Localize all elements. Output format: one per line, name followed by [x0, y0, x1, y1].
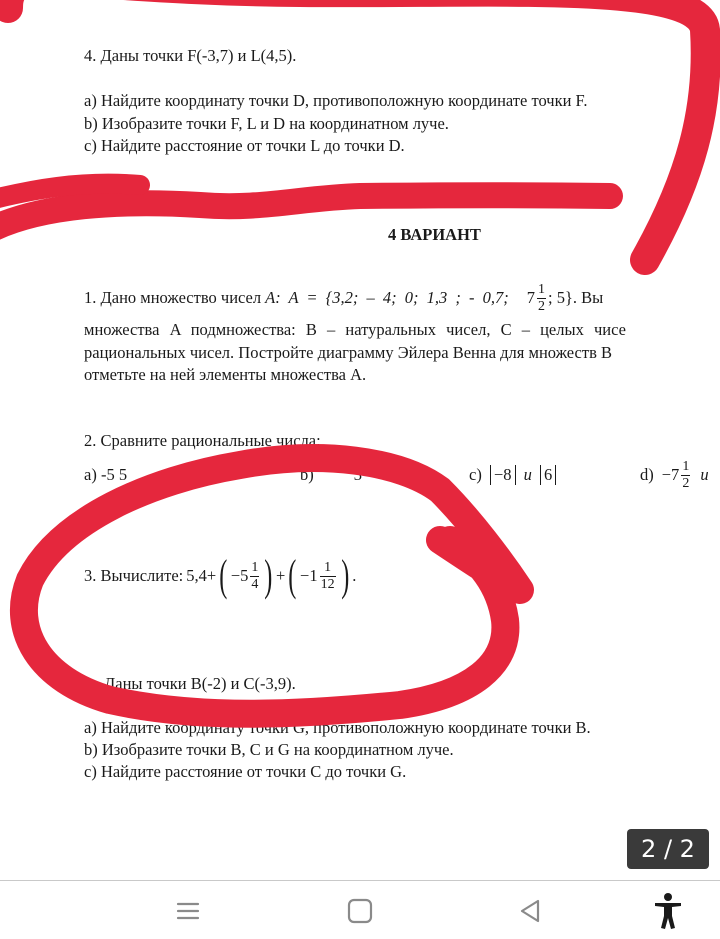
- recents-button[interactable]: [164, 889, 212, 933]
- task1-line1-end: ; 5}. Вы: [548, 288, 604, 307]
- task4-bottom-item-a: a) Найдите координату точки G, противоположную координате точки B.: [84, 718, 591, 737]
- task4-bottom-header: Даны точки B(-2) и C(-3,9).: [104, 674, 296, 693]
- abs-right: 6: [540, 465, 556, 485]
- task1-line2: множества A подмножества: B – натуральных чисел, C – целых чисе: [84, 320, 626, 339]
- task3-line: 3. Вычислите: 5,4+ ( −5 $\frac{1}{4}$ ) + ( −1 $\frac{1}{12}$ ) .: [84, 551, 357, 600]
- task1-line1: [84, 278, 603, 318]
- task4-bottom-item-c: c) Найдите расстояние от точки C до точки G.: [84, 762, 407, 781]
- home-icon: [346, 898, 374, 924]
- android-navigation-bar: [0, 880, 720, 939]
- task1-line1-start: 1. Дано множество чисел: [84, 288, 262, 307]
- home-button[interactable]: [336, 889, 384, 933]
- task1-fraction: $\frac{1}{2}$: [538, 281, 545, 314]
- recents-icon: [175, 899, 201, 923]
- task2-d-fraction: $\frac{1}{2}$: [682, 458, 690, 491]
- task1-mixed-whole: 7: [526, 288, 535, 307]
- scribble-top-band: [0, 195, 610, 230]
- task2-item-b: b) 3: [300, 465, 362, 484]
- back-icon: [516, 897, 544, 925]
- task2-header: 2. Сравните рациональные числа:: [84, 431, 321, 450]
- variant-title: 4 ВАРИАНТ: [388, 225, 481, 244]
- task2-item-a: a) -5 5: [84, 465, 128, 484]
- task4-top-item-a: a) Найдите координату точки D, противоположную координате точки F.: [84, 91, 588, 110]
- task1-set: A: A = {3,2; – 4; 0; 1,3 ; - 0,7;: [265, 288, 509, 307]
- accessibility-icon: [653, 892, 683, 930]
- task4-top-item-c: c) Найдите расстояние от точки L до точки D.: [84, 136, 405, 155]
- task1-line4: отметьте на ней элементы множества A.: [84, 365, 367, 384]
- task4-top-item-b: b) Изобразите точки F, L и D на координатном луче.: [84, 114, 449, 133]
- abs-left: −8: [490, 465, 516, 485]
- task3-fraction-1: $\frac{1}{4}$: [251, 559, 259, 592]
- task3-label: 3. Вычислите:: [84, 566, 184, 585]
- task2-item-c: c) −8 и 6: [469, 465, 556, 485]
- task2-item-d: d) −7 $\frac{1}{2}$ и: [640, 458, 709, 491]
- scribble-top-band-2: [0, 184, 140, 200]
- task4-bottom-item-b: b) Изобразите точки B, C и G на координатном луче.: [84, 740, 454, 759]
- accessibility-button[interactable]: [644, 889, 692, 933]
- task3-fraction-2: $\frac{1}{12}$: [320, 559, 335, 592]
- task4-top-header: 4. Даны точки F(-3,7) и L(4,5).: [84, 46, 297, 65]
- page-indicator: 2 / 2: [627, 829, 709, 869]
- task1-line3: рациональных чисел. Постройте диаграмму Эйлера Венна для множеств B: [84, 343, 612, 362]
- back-button[interactable]: [506, 889, 554, 933]
